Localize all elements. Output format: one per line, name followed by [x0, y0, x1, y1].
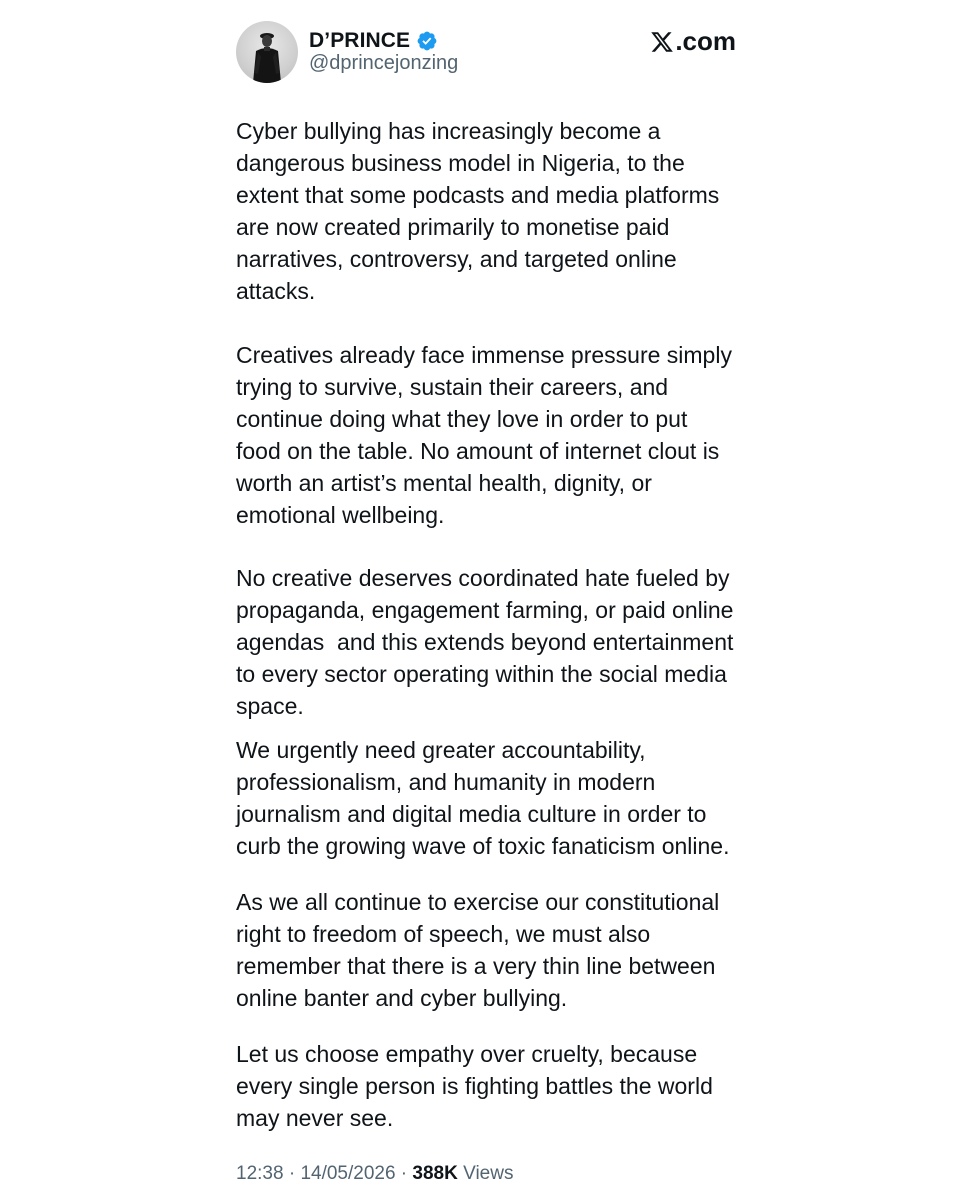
source-label — [650, 26, 736, 57]
views-count[interactable]: 388K — [412, 1163, 458, 1184]
post-paragraph: Let us choose empathy over cruelty, because every single person is fighting battles the world may never see. — [236, 1041, 713, 1131]
author-handle[interactable]: @dprincejonzing — [309, 52, 459, 74]
source-domain-text: .com — [675, 26, 736, 56]
author-name-row — [309, 28, 438, 54]
views-label: Views — [457, 1163, 514, 1184]
meta-separator: · — [395, 1163, 413, 1184]
post-paragraph: As we all continue to exercise our constitutional right to freedom of speech, we must also remember that there is a very thin line between online banter and cyber bullying. — [236, 889, 720, 1011]
post-paragraph: Cyber bullying has increasingly become a dangerous business model in Nigeria, to the extent that some podcasts and media platforms are now created primarily to monetise paid narratives, controversy, and targeted online attacks. — [236, 118, 720, 304]
post-meta — [236, 1163, 513, 1185]
meta-separator: · — [283, 1163, 301, 1184]
post-paragraph: Creatives already face immense pressure simply trying to survive, sustain their careers, and continue doing what they love in order to put food on the table. No amount of internet clout is worth an artist’s mental health, dignity, or emotional wellbeing. — [236, 342, 732, 528]
x-logo-icon — [650, 30, 674, 54]
author-display-name[interactable]: D’PRINCE — [309, 29, 411, 52]
post-time[interactable]: 12:38 — [236, 1163, 284, 1184]
post-paragraph: No creative deserves coordinated hate fueled by propaganda, engagement farming, or paid online agendas and this extends beyond entertainment to every sector operating within the social media space. — [236, 565, 734, 719]
avatar[interactable] — [236, 21, 298, 83]
verified-badge-icon — [416, 30, 438, 52]
avatar-figure-icon — [236, 21, 298, 83]
post-paragraph: We urgently need greater accountability, professionalism, and humanity in modern journalism and digital media culture in order to curb the growing wave of toxic fanaticism online. — [236, 737, 730, 859]
post-date[interactable]: 14/05/2026 — [300, 1163, 396, 1184]
